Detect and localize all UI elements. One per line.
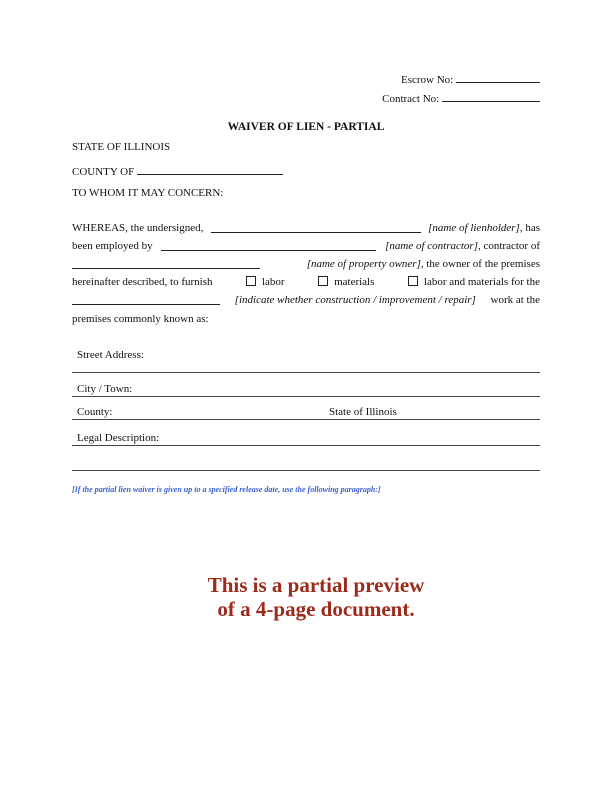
contractor-hint: [name of contractor]	[385, 240, 478, 252]
work-type-hint: [indicate whether construction / improvement / repair]	[234, 294, 476, 306]
release-date-instruction: [If the partial lien waiver is given up to a specified release date, use the following paragraph:]	[72, 485, 381, 494]
to-whom-line: TO WHOM IT MAY CONCERN:	[72, 187, 224, 199]
owner-field[interactable]	[72, 258, 260, 269]
state-line: STATE OF ILLINOIS	[72, 141, 171, 153]
hereinafter-text: hereinafter described, to furnish	[72, 276, 213, 288]
escrow-line	[340, 72, 540, 87]
materials-checkbox[interactable]	[318, 276, 328, 286]
escrow-label: Escrow No:	[401, 74, 454, 86]
contract-label: Contract No:	[382, 93, 440, 105]
partial-preview-notice	[72, 573, 560, 621]
county-state-field[interactable]	[72, 419, 540, 420]
whereas-text: WHEREAS, the undersigned,	[72, 222, 204, 234]
street-address-label: Street Address:	[77, 349, 144, 361]
county-label: COUNTY OF	[72, 166, 135, 178]
labor-and-materials-label: labor and materials for the	[423, 276, 540, 288]
work-at-text: work at the	[490, 294, 540, 306]
labor-label: labor	[261, 276, 285, 288]
body-line-1	[72, 222, 540, 235]
county-field-label: County:	[77, 406, 113, 418]
legal-description-field-2[interactable]	[72, 470, 540, 471]
labor-and-materials-checkbox[interactable]	[408, 276, 418, 286]
work-type-field[interactable]	[72, 294, 220, 305]
county-line	[72, 164, 283, 179]
contractor-field[interactable]	[161, 240, 376, 251]
contractor-of-text: , contractor of	[477, 240, 540, 252]
body-line-5	[72, 294, 540, 307]
escrow-number-field[interactable]	[456, 72, 540, 83]
document-title: WAIVER OF LIEN - PARTIAL	[227, 121, 385, 133]
lienholder-hint: [name of lienholder]	[428, 222, 520, 234]
city-town-field[interactable]	[72, 396, 540, 397]
lienholder-field[interactable]	[211, 222, 421, 233]
employed-text: been employed by	[72, 240, 153, 252]
contract-line	[340, 91, 540, 106]
legal-description-label: Legal Description:	[77, 432, 160, 444]
premises-text: premises commonly known as:	[72, 313, 209, 325]
legal-description-field-1[interactable]	[72, 445, 540, 446]
owner-of-text: , the owner of the premises	[420, 258, 540, 270]
preview-line-2: of a 4-page document.	[217, 597, 415, 621]
owner-hint: [name of property owner]	[306, 258, 421, 270]
truncated-text-line	[72, 504, 540, 510]
county-field[interactable]	[137, 164, 283, 175]
body-line-4	[72, 276, 540, 289]
body-line-3	[72, 258, 540, 271]
street-address-field[interactable]	[72, 372, 540, 373]
city-town-label: City / Town:	[77, 383, 133, 395]
labor-checkbox[interactable]	[246, 276, 256, 286]
contract-number-field[interactable]	[442, 91, 540, 102]
state-of-illinois-label: State of Illinois	[329, 406, 397, 418]
materials-label: materials	[334, 276, 375, 288]
preview-line-1: This is a partial preview	[207, 573, 425, 597]
body-line-2	[72, 240, 540, 253]
has-text: , has	[519, 222, 540, 234]
